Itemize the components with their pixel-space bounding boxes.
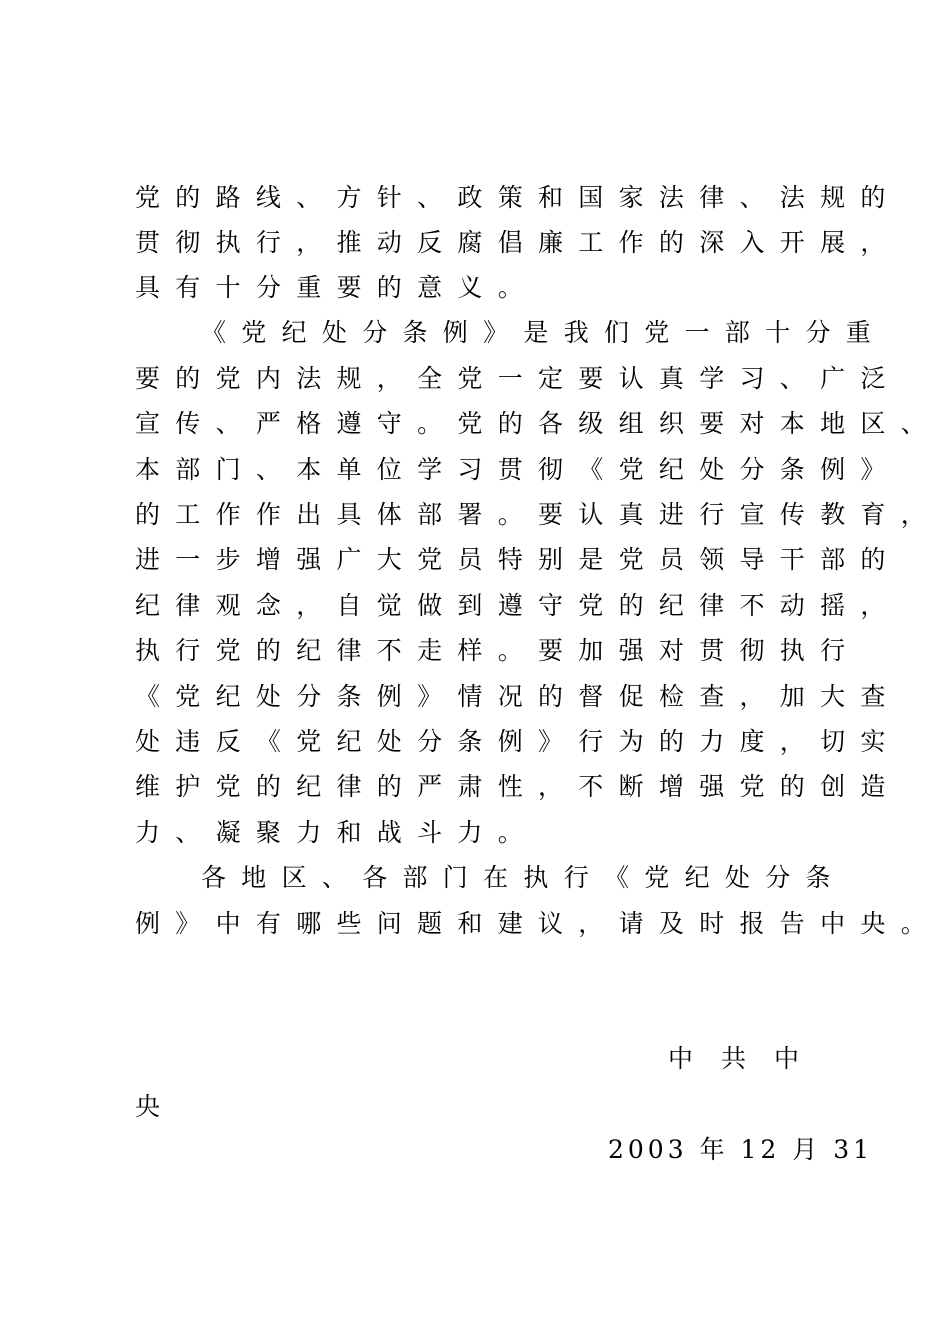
body-line: 本部门、本单位学习贯彻《党纪处分条例》 xyxy=(135,455,901,484)
body-line: 例》中有哪些问题和建议，请及时报告中央。 xyxy=(135,909,942,938)
body-line: 贯彻执行，推动反腐倡廉工作的深入开展， xyxy=(135,228,901,257)
body-line: 纪律观念，自觉做到遵守党的纪律不动摇， xyxy=(135,591,901,620)
signature-org: 中共中 xyxy=(668,1044,828,1073)
signature-date: 2003 年 12 月 31 xyxy=(608,1135,874,1164)
body-line: 维护党的纪律的严肃性，不断增强党的创造 xyxy=(135,772,901,801)
body-line: 《党纪处分条例》情况的督促检查，加大查 xyxy=(135,682,901,711)
paragraph-start-line: 各地区、各部门在执行《党纪处分条 xyxy=(201,863,846,892)
body-line: 力、凝聚力和战斗力。 xyxy=(135,818,539,847)
body-line: 要的党内法规，全党一定要认真学习、广泛 xyxy=(135,364,901,393)
body-line: 党的路线、方针、政策和国家法律、法规的 xyxy=(135,183,901,212)
paragraph-start-line: 《党纪处分条例》是我们党一部十分重 xyxy=(201,318,887,347)
body-line: 执行党的纪律不走样。要加强对贯彻执行 xyxy=(135,636,861,665)
body-line: 进一步增强广大党员特别是党员领导干部的 xyxy=(135,545,901,574)
body-line: 具有十分重要的意义。 xyxy=(135,273,539,302)
signature-org-continued: 央 xyxy=(135,1092,161,1121)
body-line: 宣传、严格遵守。党的各级组织要对本地区、 xyxy=(135,409,942,438)
body-line: 的工作作出具体部署。要认真进行宣传教育， xyxy=(135,500,942,529)
body-line: 处违反《党纪处分条例》行为的力度，切实 xyxy=(135,727,901,756)
